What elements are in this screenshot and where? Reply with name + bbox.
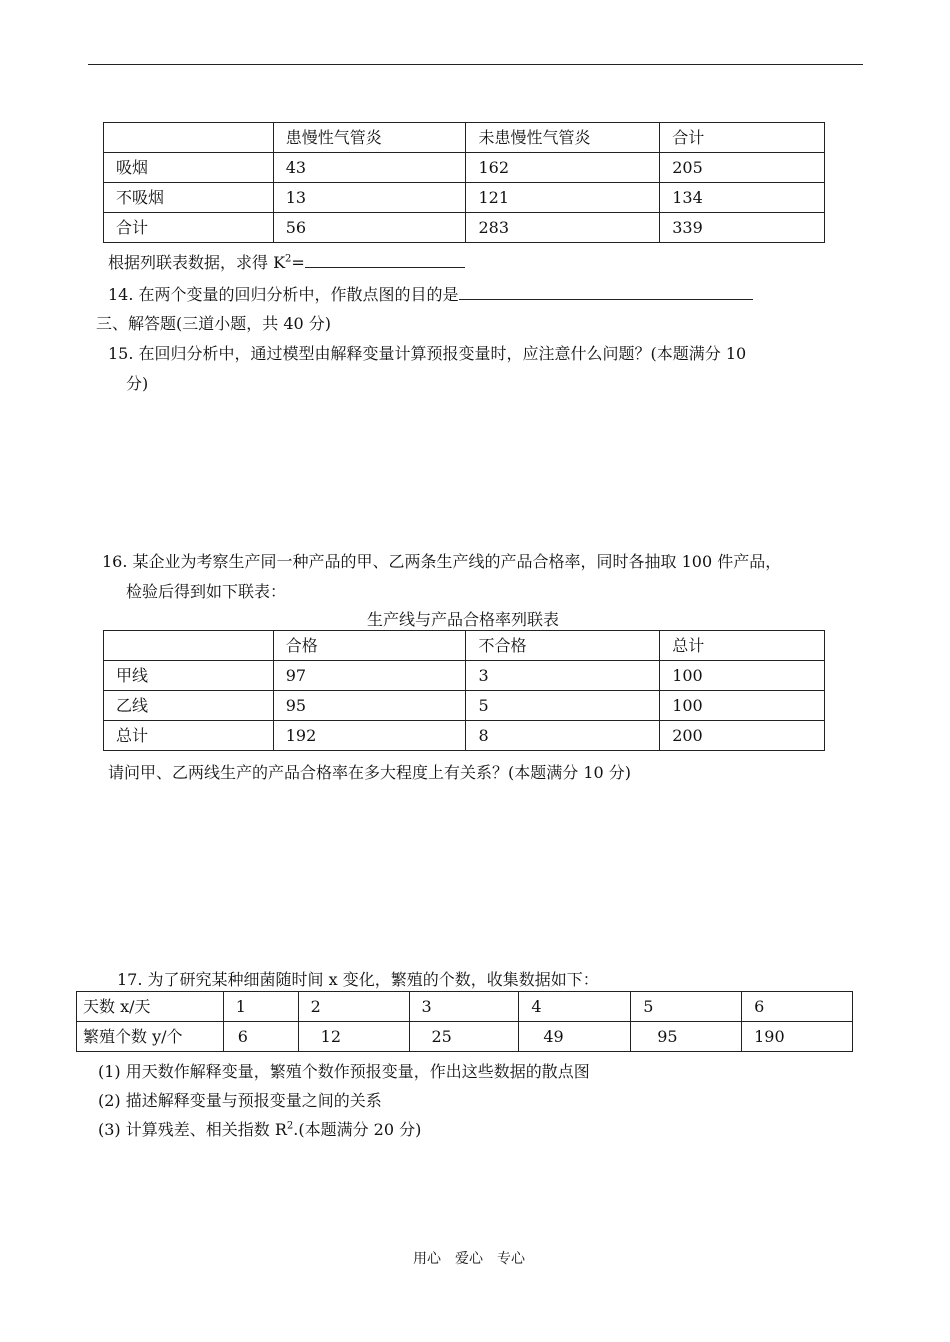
table-cell: 95 xyxy=(631,1022,742,1052)
q13-answer-blank[interactable] xyxy=(305,251,465,268)
table-cell: 100 xyxy=(660,661,825,691)
smoking-contingency-table xyxy=(103,122,825,243)
table-cell: 5 xyxy=(631,992,742,1022)
table-cell: 200 xyxy=(660,721,825,751)
q14-answer-blank[interactable] xyxy=(459,283,753,300)
table-cell xyxy=(104,123,274,153)
table-cell: 吸烟 xyxy=(104,153,274,183)
table-cell: 繁殖个数 y/个 xyxy=(77,1022,224,1052)
production-line-table xyxy=(103,630,825,751)
page-footer: 用心 爱心 专心 xyxy=(413,1251,525,1267)
table-cell: 12 xyxy=(298,1022,409,1052)
table-cell: 1 xyxy=(223,992,298,1022)
table-cell: 56 xyxy=(273,213,466,243)
q17-item1: (1) 用天数作解释变量，繁殖个数作预报变量，作出这些数据的散点图 xyxy=(98,1062,590,1081)
table-row xyxy=(104,721,825,751)
q13-text: 根据列联表数据，求得 K xyxy=(108,253,286,272)
table-row xyxy=(77,1022,853,1052)
table-cell xyxy=(104,631,274,661)
table-cell: 不吸烟 xyxy=(104,183,274,213)
table-header-row xyxy=(104,123,825,153)
table-row xyxy=(77,992,853,1022)
table-cell: 8 xyxy=(466,721,660,751)
table-cell: 合计 xyxy=(104,213,274,243)
table-row xyxy=(104,153,825,183)
q17-item3 xyxy=(98,1117,421,1140)
table-cell: 3 xyxy=(409,992,519,1022)
table-cell: 合格 xyxy=(273,631,466,661)
table-row xyxy=(104,213,825,243)
table-cell: 97 xyxy=(273,661,466,691)
table-cell: 25 xyxy=(409,1022,519,1052)
table-cell: 13 xyxy=(273,183,466,213)
q17-item3-tail: .(本题满分 20 分) xyxy=(293,1120,422,1139)
q13-superscript: 2 xyxy=(285,253,292,265)
table-cell: 49 xyxy=(519,1022,631,1052)
table-cell: 未患慢性气管炎 xyxy=(466,123,660,153)
table-cell: 5 xyxy=(466,691,660,721)
q17-item3-text: (3) 计算残差、相关指数 R xyxy=(98,1120,287,1139)
table-cell: 6 xyxy=(223,1022,298,1052)
bacteria-data-table xyxy=(76,991,853,1052)
table-cell: 甲线 xyxy=(104,661,274,691)
table-header-row xyxy=(104,631,825,661)
q15-line2: 分) xyxy=(126,374,149,393)
table-cell: 4 xyxy=(519,992,631,1022)
table-cell: 3 xyxy=(466,661,660,691)
table-cell: 95 xyxy=(273,691,466,721)
q14-line xyxy=(108,282,753,305)
q17-item2: (2) 描述解释变量与预报变量之间的关系 xyxy=(98,1091,382,1110)
q16-question: 请问甲、乙两线生产的产品合格率在多大程度上有关系？(本题满分 10 分) xyxy=(108,763,632,782)
q16-line1: 16. 某企业为考察生产同一种产品的甲、乙两条生产线的产品合格率，同时各抽取 100 件产品， xyxy=(102,552,782,571)
table-cell: 总计 xyxy=(660,631,825,661)
q16-line2: 检验后得到如下联表： xyxy=(126,582,287,601)
q13-k2-line xyxy=(108,250,465,273)
table-cell: 患慢性气管炎 xyxy=(273,123,466,153)
table-cell: 6 xyxy=(742,992,853,1022)
table2-caption: 生产线与产品合格率列联表 xyxy=(367,610,560,629)
q14-text: 14. 在两个变量的回归分析中，作散点图的目的是 xyxy=(108,285,459,304)
table-cell: 43 xyxy=(273,153,466,183)
table-cell: 乙线 xyxy=(104,691,274,721)
table-row xyxy=(104,661,825,691)
table-cell: 192 xyxy=(273,721,466,751)
table-cell: 121 xyxy=(466,183,660,213)
table-cell: 2 xyxy=(298,992,409,1022)
table-cell: 不合格 xyxy=(466,631,660,661)
table-cell: 总计 xyxy=(104,721,274,751)
table-cell: 合计 xyxy=(660,123,825,153)
q17-item3-superscript: 2 xyxy=(286,1120,294,1132)
table-cell: 162 xyxy=(466,153,660,183)
table-cell: 283 xyxy=(466,213,660,243)
section-heading: 三、解答题(三道小题，共 40 分) xyxy=(96,314,332,333)
table-cell: 190 xyxy=(742,1022,853,1052)
table-cell: 339 xyxy=(660,213,825,243)
header-rule xyxy=(88,64,863,65)
table-cell: 205 xyxy=(660,153,825,183)
table-cell: 134 xyxy=(660,183,825,213)
table-cell: 天数 x/天 xyxy=(77,992,224,1022)
q15-line1: 15. 在回归分析中，通过模型由解释变量计算预报变量时，应注意什么问题？(本题满分 10 xyxy=(108,344,747,363)
table-row xyxy=(104,183,825,213)
table-cell: 100 xyxy=(660,691,825,721)
q17-intro: 17. 为了研究某种细菌随时间 x 变化，繁殖的个数，收集数据如下： xyxy=(117,970,599,989)
table-row xyxy=(104,691,825,721)
q13-equals: = xyxy=(291,253,305,272)
